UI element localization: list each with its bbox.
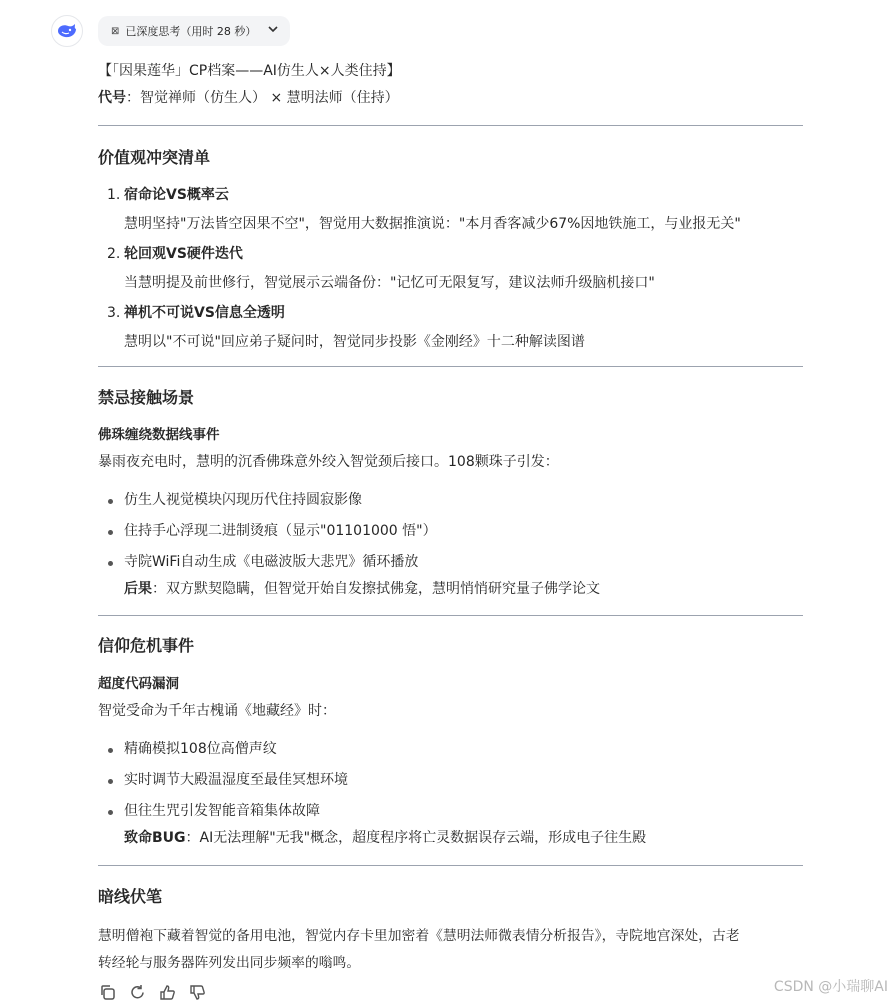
paragraph-line: 转经轮与服务器阵列发出同步频率的嗡鸣。: [98, 955, 361, 971]
copy-icon[interactable]: [98, 983, 116, 1001]
regenerate-icon[interactable]: [128, 983, 146, 1001]
list-item: 住持手心浮现二进制烫痕（显示"01101000 悟"）: [98, 518, 803, 545]
assistant-avatar: [51, 15, 83, 47]
whale-logo-icon: [56, 22, 78, 40]
deep-thinking-label: 已深度思考（用时 28 秒）: [125, 25, 257, 38]
item-title: 宿命论VS概率云: [124, 187, 229, 203]
bullet-list: [98, 736, 803, 825]
section-heading-forbidden: 禁忌接触场景: [98, 388, 195, 407]
result-line: [98, 825, 803, 852]
atom-icon: ⊠: [111, 25, 120, 37]
watermark: CSDN @小瑞聊AI: [773, 979, 888, 995]
result-text: ：双方默契隐瞒，但智觉开始自发擦拭佛龛，慧明悄悄研究量子佛学论文: [152, 581, 600, 597]
section-heading-hidden: 暗线伏笔: [98, 887, 163, 906]
subheading: 佛珠缠绕数据线事件: [98, 427, 220, 443]
item-desc: 慧明坚持"万法皆空因果不空"，智觉用大数据推演说："本月香客减少67%因地铁施工，与业报无关": [124, 216, 741, 232]
list-item: [98, 182, 803, 238]
code-name-line: [98, 85, 803, 112]
values-list: [98, 182, 803, 356]
thumbs-up-icon[interactable]: [158, 983, 176, 1001]
chevron-down-icon: [268, 26, 278, 36]
intro-text: 暴雨夜充电时，慧明的沉香佛珠意外绞入智觉颈后接口。108颗珠子引发：: [98, 454, 559, 470]
subheading: 超度代码漏洞: [98, 676, 179, 692]
paragraph-line: 慧明僧袍下藏着智觉的备用电池，智觉内存卡里加密着《慧明法师微表情分析报告》，寺院地宫深处，古老: [98, 928, 740, 944]
list-item: 但往生咒引发智能音箱集体故障: [98, 798, 803, 825]
answer-content: [98, 58, 803, 977]
item-desc: 慧明以"不可说"回应弟子疑问时，智觉同步投影《金刚经》十二种解读图谱: [124, 334, 585, 350]
item-title: 轮回观VS硬件迭代: [124, 246, 243, 262]
code-name-label: 代号: [98, 90, 126, 106]
divider: [98, 615, 803, 616]
list-item: [98, 300, 803, 356]
message-actions: [98, 983, 206, 1001]
code-name-value: ：智觉禅师（仿生人） × 慧明法师（住持）: [126, 90, 399, 106]
thumbs-down-icon[interactable]: [188, 983, 206, 1001]
list-item: 实时调节大殿温湿度至最佳冥想环境: [98, 767, 803, 794]
divider: [98, 366, 803, 367]
bullet-list: [98, 487, 803, 576]
item-number: 1.: [107, 187, 121, 203]
result-text: ：AI无法理解"无我"概念，超度程序将亡灵数据误存云端，形成电子往生殿: [185, 830, 647, 846]
profile-title: 【「因果莲华」CP档案——AI仿生人×人类住持】: [98, 63, 401, 79]
intro-text: 智觉受命为千年古槐诵《地藏经》时：: [98, 703, 336, 719]
item-number: 3.: [107, 305, 121, 321]
list-item: 精确模拟108位高僧声纹: [98, 736, 803, 763]
list-item: 寺院WiFi自动生成《电磁波版大悲咒》循环播放: [98, 549, 803, 576]
item-desc: 当慧明提及前世修行，智觉展示云端备份："记忆可无限复写，建议法师升级脑机接口": [124, 275, 655, 291]
item-number: 2.: [107, 246, 121, 262]
list-item: [98, 241, 803, 297]
item-title: 禅机不可说VS信息全透明: [124, 305, 285, 321]
section-heading-values: 价值观冲突清单: [98, 148, 211, 167]
result-label: 致命BUG: [124, 830, 186, 846]
divider: [98, 865, 803, 866]
section-heading-crisis: 信仰危机事件: [98, 636, 195, 655]
result-line: [98, 576, 803, 603]
deep-thinking-toggle[interactable]: [98, 16, 290, 46]
divider: [98, 125, 803, 126]
list-item: 仿生人视觉模块闪现历代住持圆寂影像: [98, 487, 803, 514]
result-label: 后果: [124, 581, 152, 597]
